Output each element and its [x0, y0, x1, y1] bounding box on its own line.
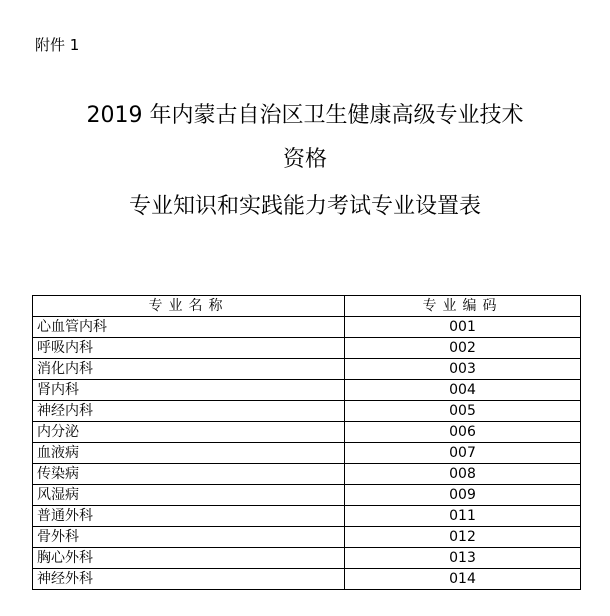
specialty-table: [32, 295, 581, 590]
specialty-code: 008: [345, 464, 581, 485]
specialty-name: 神经内科: [33, 401, 345, 422]
specialty-name: 肾内科: [33, 380, 345, 401]
table-row: [33, 338, 581, 359]
specialty-name: 消化内科: [33, 359, 345, 380]
header-specialty-name: 专业名称: [33, 296, 345, 317]
table-row: [33, 422, 581, 443]
table-row: [33, 359, 581, 380]
specialty-code: 002: [345, 338, 581, 359]
specialty-name: 普通外科: [33, 506, 345, 527]
specialty-code: 004: [345, 380, 581, 401]
table-row: [33, 569, 581, 590]
specialty-name: 血液病: [33, 443, 345, 464]
specialty-code: 014: [345, 569, 581, 590]
specialty-name: 骨外科: [33, 527, 345, 548]
specialty-code: 009: [345, 485, 581, 506]
table-row: [33, 464, 581, 485]
specialty-name: 心血管内科: [33, 317, 345, 338]
header-specialty-code: 专业编码: [345, 296, 581, 317]
table-row: [33, 443, 581, 464]
specialty-code: 006: [345, 422, 581, 443]
specialty-name: 内分泌: [33, 422, 345, 443]
specialty-code: 013: [345, 548, 581, 569]
specialty-code: 001: [345, 317, 581, 338]
specialty-name: 风湿病: [33, 485, 345, 506]
table-row: [33, 548, 581, 569]
specialty-name: 呼吸内科: [33, 338, 345, 359]
specialty-code: 005: [345, 401, 581, 422]
attachment-label: 附件 1: [35, 36, 80, 54]
table-row: [33, 401, 581, 422]
specialty-code: 007: [345, 443, 581, 464]
table-header-row: [33, 296, 581, 317]
table-row: [33, 506, 581, 527]
title-line-1: 2019 年内蒙古自治区卫生健康高级专业技术: [86, 103, 524, 128]
specialty-code: 011: [345, 506, 581, 527]
table-row: [33, 485, 581, 506]
specialty-name: 传染病: [33, 464, 345, 485]
specialty-code: 012: [345, 527, 581, 548]
specialty-code: 003: [345, 359, 581, 380]
title-line-2: 资格: [282, 147, 327, 172]
table-row: [33, 380, 581, 401]
specialty-name: 神经外科: [33, 569, 345, 590]
table-row: [33, 527, 581, 548]
title-line-3: 专业知识和实践能力考试专业设置表: [128, 194, 481, 219]
table-row: [33, 317, 581, 338]
specialty-name: 胸心外科: [33, 548, 345, 569]
